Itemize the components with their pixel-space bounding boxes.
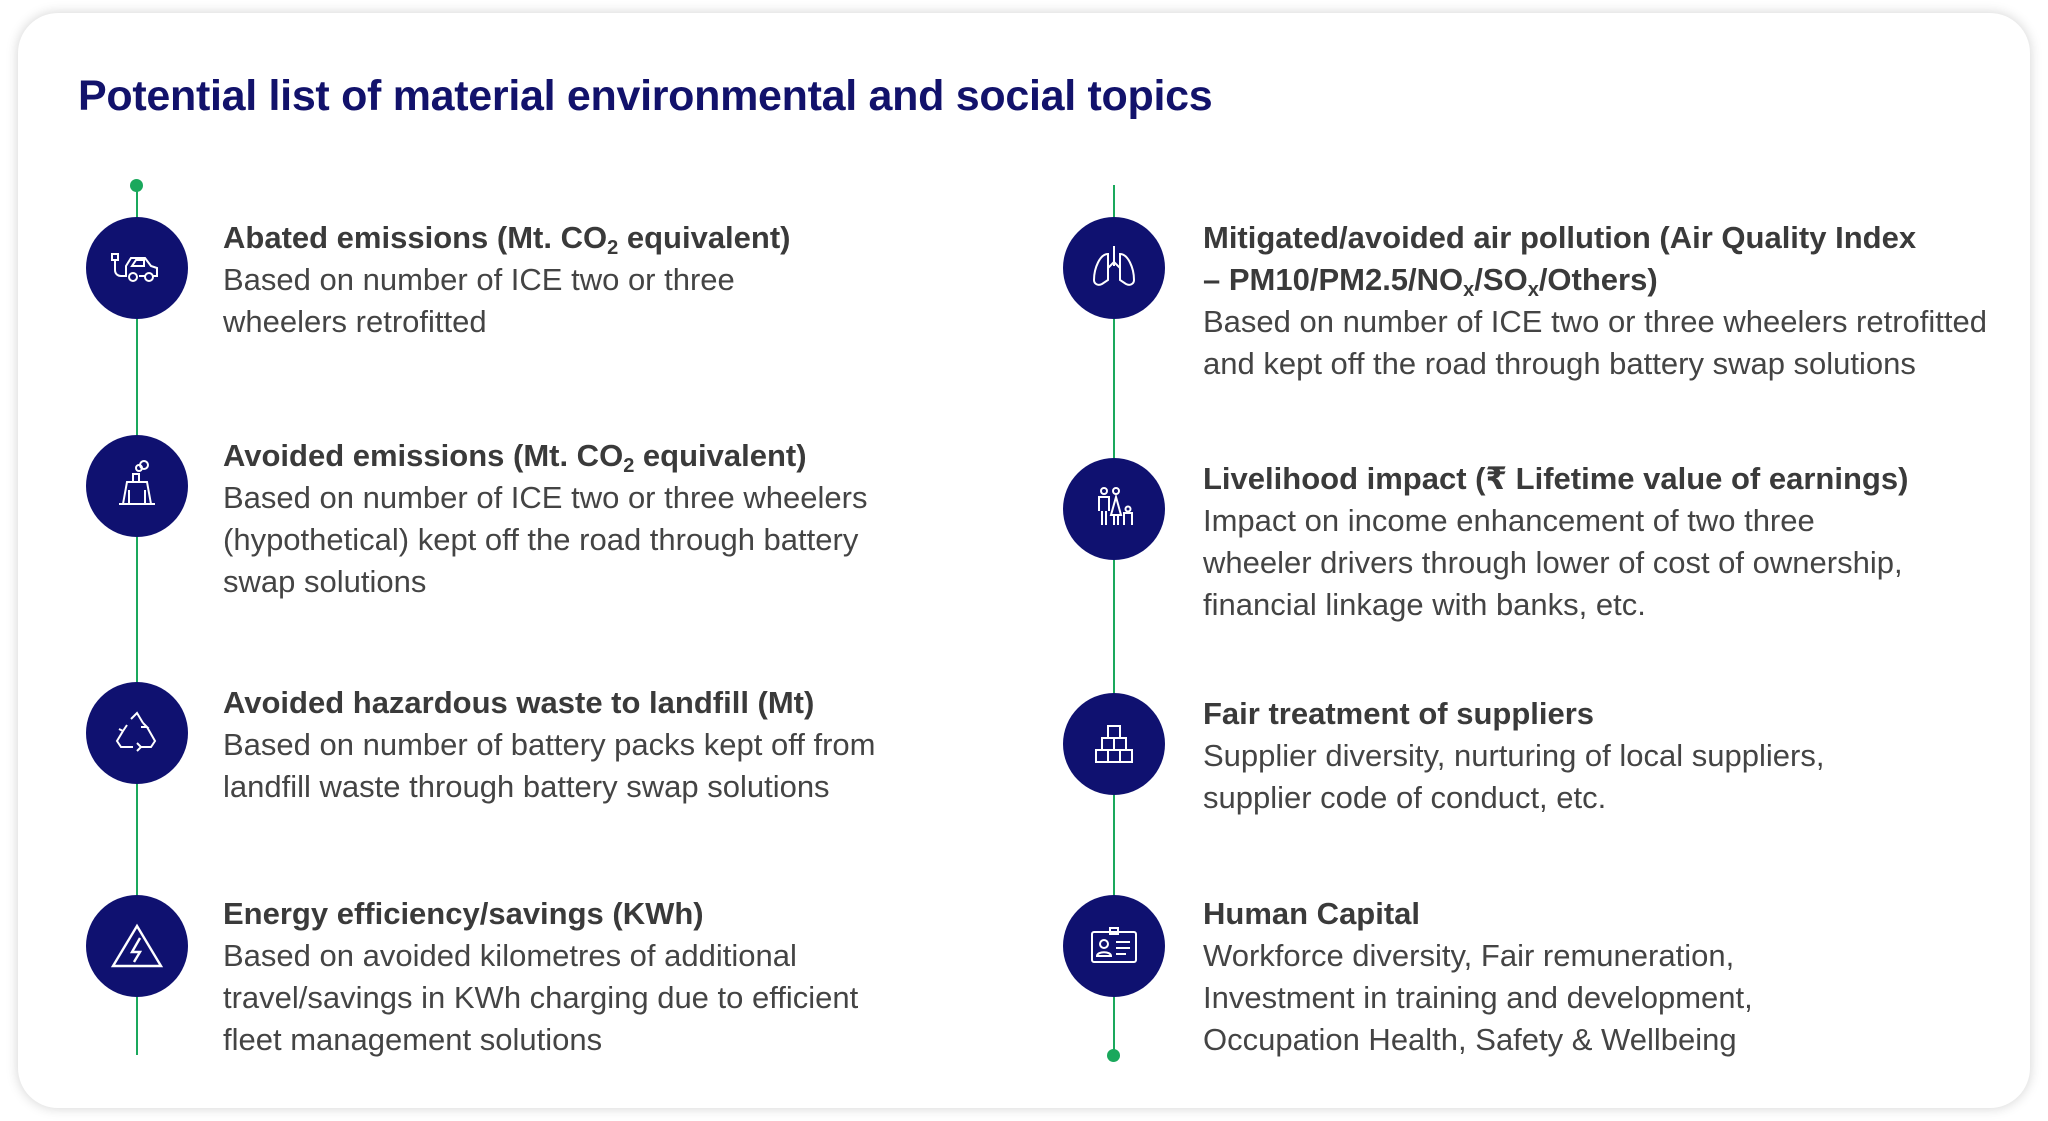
topic-air-pollution — [1203, 217, 1993, 385]
page-title: Potential list of material environmental and social topics — [78, 72, 1213, 120]
topic-hazardous-waste — [223, 682, 923, 808]
topic-livelihood-impact — [1203, 458, 1993, 626]
topic-description: Based on number of battery packs kept off from landfill waste through battery swap solutions — [223, 727, 876, 804]
topic-heading: Mitigated/avoided air pollution (Air Quality Index – $PM10/PM2.5/NO_x/SO_x/Others$) — [1203, 220, 1917, 301]
topic-heading: Human Capital — [1203, 896, 1421, 931]
topic-human-capital — [1203, 893, 1993, 1061]
topic-heading: Fair treatment of suppliers — [1203, 696, 1595, 731]
topic-heading: Avoided emissions (Mt. $CO_2$ equivalent) — [223, 438, 807, 477]
topic-avoided-emissions — [223, 435, 923, 603]
topic-description: Based on number of ICE two or three wheelers (hypothetical) kept off the road through battery swap solutions — [223, 480, 868, 599]
id-card-icon — [1063, 895, 1165, 997]
topic-abated-emissions — [223, 217, 923, 343]
topic-description: Workforce diversity, Fair remuneration, Investment in training and development, Occupation Health, Safety & Wellbeing — [1203, 938, 1753, 1057]
family-icon — [1063, 458, 1165, 560]
timeline-start-dot — [130, 179, 143, 192]
electric-car-icon — [86, 217, 188, 319]
topic-heading: Avoided hazardous waste to landfill (Mt) — [223, 685, 815, 720]
lungs-icon — [1063, 217, 1165, 319]
timeline-end-dot — [1107, 1049, 1120, 1062]
factory-emissions-icon — [86, 435, 188, 537]
topic-heading: Abated emissions (Mt. $CO_2$ equivalent) — [223, 220, 791, 259]
recycle-icon — [86, 682, 188, 784]
topic-heading: Energy efficiency/savings (KWh) — [223, 896, 704, 931]
topic-energy-efficiency — [223, 893, 923, 1061]
topic-description: Impact on income enhancement of two three wheeler drivers through lower of cost of ownership, financial linkage with banks, etc. — [1203, 503, 1903, 622]
boxes-icon — [1063, 693, 1165, 795]
topic-fair-treatment-suppliers — [1203, 693, 1993, 819]
high-voltage-icon — [86, 895, 188, 997]
topic-heading: Livelihood impact (₹ Lifetime value of earnings) — [1203, 461, 1909, 496]
topic-description: Supplier diversity, nurturing of local suppliers, supplier code of conduct, etc. — [1203, 738, 1825, 815]
topic-description: Based on number of ICE two or three wheelers retrofitted — [223, 262, 735, 339]
topic-description: Based on avoided kilometres of additional travel/savings in KWh charging due to efficient fleet management solutions — [223, 938, 859, 1057]
topic-description: Based on number of ICE two or three wheelers retrofitted and kept off the road through battery swap solutions — [1203, 304, 1988, 381]
